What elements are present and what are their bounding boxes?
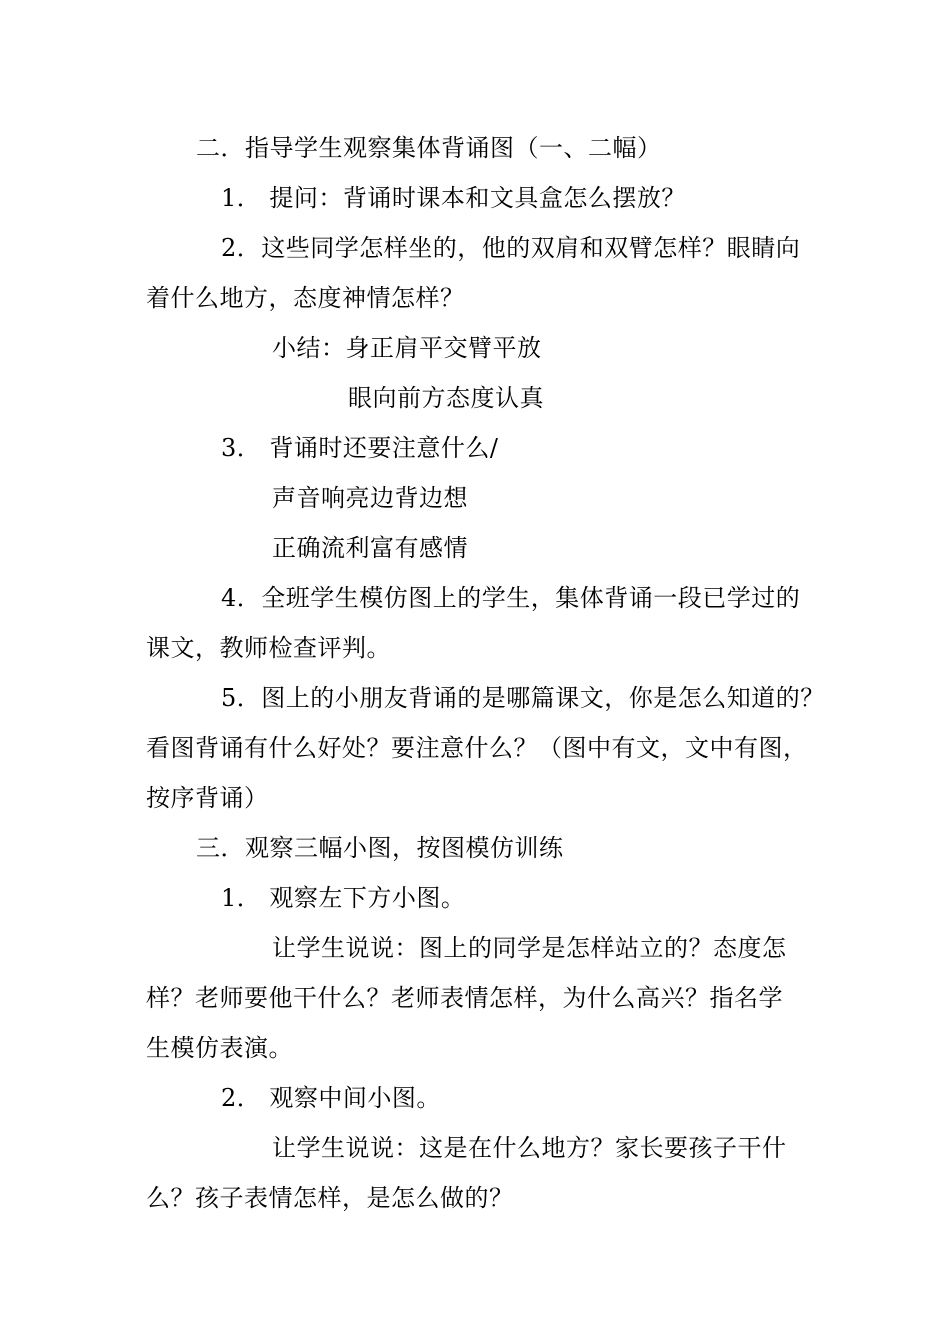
paragraph-line: 2．这些同学怎样坐的，他的双肩和双臂怎样？眼睛向 <box>221 234 801 262</box>
paragraph-line: 着什么地方，态度神情怎样？ <box>146 284 465 312</box>
paragraph-line: 4．全班学生模仿图上的学生，集体背诵一段已学过的 <box>221 584 801 612</box>
paragraph-line: 1． 观察左下方小图。 <box>221 884 466 912</box>
paragraph-line: 生模仿表演。 <box>146 1034 293 1062</box>
paragraph-line: 3． 背诵时还要注意什么/ <box>221 434 499 462</box>
paragraph-line: 5．图上的小朋友背诵的是哪篇课文，你是怎么知道的？ <box>221 684 825 712</box>
paragraph-line: 2． 观察中间小图。 <box>221 1084 441 1112</box>
paragraph-line: 声音响亮边背边想 <box>272 484 468 512</box>
summary-line: 眼向前方态度认真 <box>348 384 544 412</box>
paragraph-line: 1． 提问：背诵时课本和文具盒怎么摆放？ <box>221 184 686 212</box>
paragraph-line: 课文，教师检查评判。 <box>146 634 391 662</box>
section-heading-2: 二．指导学生观察集体背诵图（一、二幅） <box>196 134 662 162</box>
paragraph-line: 按序背诵） <box>146 784 269 812</box>
paragraph-line: 样？老师要他干什么？老师表情怎样，为什么高兴？指名学 <box>146 984 783 1012</box>
paragraph-line: 正确流利富有感情 <box>272 534 468 562</box>
paragraph-line: 么？孩子表情怎样，是怎么做的？ <box>146 1184 514 1212</box>
section-heading-3: 三．观察三幅小图，按图模仿训练 <box>196 834 564 862</box>
summary-line: 小结：身正肩平交臂平放 <box>272 334 542 362</box>
paragraph-line: 让学生说说：图上的同学是怎样站立的？态度怎 <box>272 934 787 962</box>
paragraph-line: 让学生说说：这是在什么地方？家长要孩子干什 <box>272 1134 787 1162</box>
paragraph-line: 看图背诵有什么好处？要注意什么？（图中有文，文中有图， <box>146 734 808 762</box>
